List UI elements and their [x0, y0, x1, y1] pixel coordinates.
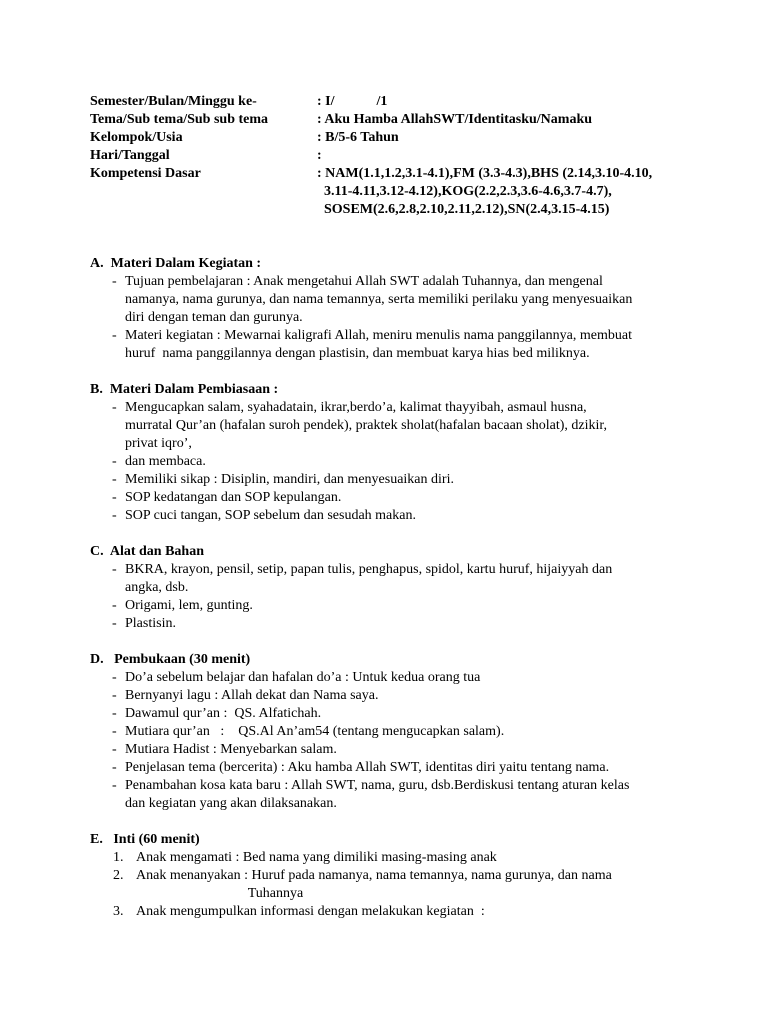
dash-bullet: - — [112, 598, 117, 613]
list-item — [112, 327, 690, 363]
dash-bullet: - — [112, 472, 117, 487]
kompetensi-continuation: 3.11-4.11,3.12-4.12),KOG(2.2,2.3,3.6-4.6,3.7-4.7), — [324, 184, 612, 199]
item-text: Do’a sebelum belajar dan hafalan do’a : Untuk kedua orang tua — [125, 670, 481, 685]
item-text: SOP kedatangan dan SOP kepulangan. — [125, 490, 342, 505]
item-number: 2. — [113, 868, 124, 883]
dash-bullet: - — [112, 670, 117, 685]
item-text: Mutiara Hadist : Menyebarkan salam. — [125, 742, 337, 757]
header-label: Kelompok/Usia — [90, 130, 183, 145]
item-number: 1. — [113, 850, 124, 865]
item-text: Materi kegiatan : Mewarnai kaligrafi Allah, meniru menulis nama panggilannya, membuat — [125, 328, 632, 343]
section-title: B. Materi Dalam Pembiasaan : — [90, 382, 279, 397]
dash-bullet: - — [112, 760, 117, 775]
list-item — [113, 867, 690, 903]
section-pembukaan — [90, 651, 690, 813]
list-item — [112, 687, 690, 705]
section-materi-pembiasaan — [90, 381, 690, 525]
numbered-list — [90, 849, 690, 921]
list-item — [112, 471, 690, 489]
item-text: Memiliki sikap : Disiplin, mandiri, dan menyesuaikan diri. — [125, 472, 454, 487]
header-row-tema — [90, 111, 690, 129]
header-row-kelompok — [90, 129, 690, 147]
list-item — [112, 777, 690, 813]
item-text: diri dengan teman dan gurunya. — [125, 310, 303, 325]
list-item — [112, 399, 690, 453]
dash-bullet: - — [112, 508, 117, 523]
item-text: Plastisin. — [125, 616, 176, 631]
header-block — [90, 93, 690, 219]
list-item — [112, 759, 690, 777]
list-item — [113, 849, 690, 867]
dash-bullet: - — [112, 778, 117, 793]
dash-bullet: - — [112, 742, 117, 757]
list-item — [112, 741, 690, 759]
kompetensi-continuation: SOSEM(2.6,2.8,2.10,2.11,2.12),SN(2.4,3.15-4.15) — [324, 202, 610, 217]
bullet-list — [90, 399, 690, 525]
dash-bullet: - — [112, 274, 117, 289]
list-item — [112, 273, 690, 327]
header-label: Hari/Tanggal — [90, 148, 170, 163]
item-text: Penambahan kosa kata baru : Allah SWT, nama, guru, dsb.Berdiskusi tentang aturan kelas — [125, 778, 630, 793]
dash-bullet: - — [112, 400, 117, 415]
dash-bullet: - — [112, 616, 117, 631]
bullet-list — [90, 561, 690, 633]
section-inti — [90, 831, 690, 921]
header-value: : — [317, 148, 322, 163]
header-value: : Aku Hamba AllahSWT/Identitasku/Namaku — [317, 112, 593, 127]
item-text: Tujuan pembelajaran : Anak mengetahui Allah SWT adalah Tuhannya, dan mengenal — [125, 274, 603, 289]
dash-bullet: - — [112, 562, 117, 577]
section-alat-bahan — [90, 543, 690, 633]
dash-bullet: - — [112, 724, 117, 739]
list-item — [113, 903, 690, 921]
header-value: : NAM(1.1,1.2,3.1-4.1),FM (3.3-4.3),BHS (2.14,3.10-4.10, — [317, 166, 653, 181]
list-item — [112, 615, 690, 633]
header-row-hari — [90, 147, 690, 165]
item-text: Anak mengumpulkan informasi dengan melakukan kegiatan : — [136, 904, 485, 919]
dash-bullet: - — [112, 688, 117, 703]
list-item — [112, 453, 690, 471]
item-text: Tuhannya — [136, 886, 304, 901]
document-page — [90, 93, 690, 921]
item-text: BKRA, krayon, pensil, setip, papan tulis, penghapus, spidol, kartu huruf, hijaiyyah dan — [125, 562, 613, 577]
list-item — [112, 723, 690, 741]
item-text: huruf nama panggilannya dengan plastisin, dan membuat karya hias bed miliknya. — [125, 346, 590, 361]
dash-bullet: - — [112, 706, 117, 721]
item-text: murratal Qur’an (hafalan suroh pendek), praktek sholat(hafalan bacaan sholat), dzikir, — [125, 418, 607, 433]
item-text: Bernyanyi lagu : Allah dekat dan Nama saya. — [125, 688, 379, 703]
item-text: Anak mengamati : Bed nama yang dimiliki masing-masing anak — [136, 850, 497, 865]
item-text: Mengucapkan salam, syahadatain, ikrar,berdo’a, kalimat thayyibah, asmaul husna, — [125, 400, 587, 415]
section-title: A. Materi Dalam Kegiatan : — [90, 256, 262, 271]
header-row-semester — [90, 93, 690, 111]
header-row-kompetensi — [90, 165, 690, 183]
item-text: Dawamul qur’an : QS. Alfatichah. — [125, 706, 322, 721]
section-title: D. Pembukaan (30 menit) — [90, 652, 251, 667]
item-text: namanya, nama gurunya, dan nama temannya, serta memiliki perilaku yang menyesuaikan — [125, 292, 633, 307]
section-materi-kegiatan — [90, 255, 690, 363]
list-item — [112, 489, 690, 507]
section-title: C. Alat dan Bahan — [90, 544, 204, 559]
item-text: dan membaca. — [125, 454, 206, 469]
item-number: 3. — [113, 904, 124, 919]
list-item — [112, 597, 690, 615]
dash-bullet: - — [112, 454, 117, 469]
list-item — [112, 561, 690, 597]
bullet-list — [90, 669, 690, 813]
item-text: dan kegiatan yang akan dilaksanakan. — [125, 796, 337, 811]
bullet-list — [90, 273, 690, 363]
list-item — [112, 705, 690, 723]
item-text: Mutiara qur’an : QS.Al An’am54 (tentang mengucapkan salam). — [125, 724, 505, 739]
dash-bullet: - — [112, 328, 117, 343]
item-text: Penjelasan tema (bercerita) : Aku hamba Allah SWT, identitas diri yaitu tentang nama. — [125, 760, 610, 775]
header-value: : I/ /1 — [317, 94, 388, 109]
section-title: E. Inti (60 menit) — [90, 832, 200, 847]
list-item — [112, 669, 690, 687]
item-text: SOP cuci tangan, SOP sebelum dan sesudah makan. — [125, 508, 416, 523]
item-text: privat iqro’, — [125, 436, 192, 451]
item-text: angka, dsb. — [125, 580, 189, 595]
header-label: Semester/Bulan/Minggu ke- — [90, 94, 257, 109]
header-label: Tema/Sub tema/Sub sub tema — [90, 112, 269, 127]
header-label: Kompetensi Dasar — [90, 166, 201, 181]
header-value: : B/5-6 Tahun — [317, 130, 399, 145]
dash-bullet: - — [112, 490, 117, 505]
item-text: Origami, lem, gunting. — [125, 598, 253, 613]
list-item — [112, 507, 690, 525]
item-text: Anak menanyakan : Huruf pada namanya, nama temannya, nama gurunya, dan nama — [136, 868, 612, 883]
